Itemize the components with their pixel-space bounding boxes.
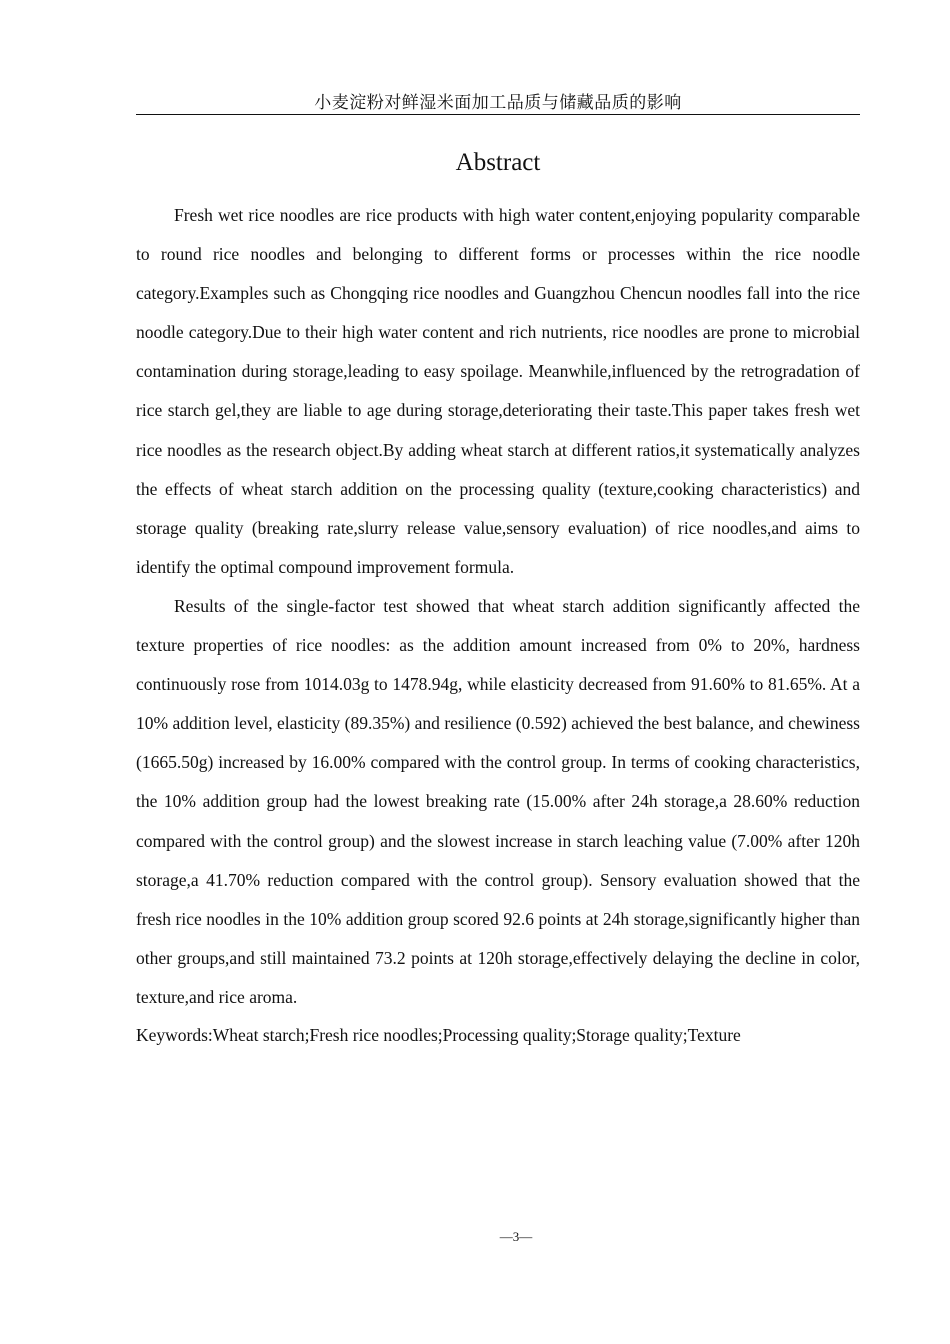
abstract-paragraph-2: Results of the single-factor test showed that wheat starch addition significantly affected the texture properties of rice noodles: as the addition amount increased from 0% to 20%, hardness continuously rose from 1014.03g to 1478.94g, while elasticity decreased from 91.60% to 81.65%. At a 10% addition level, elasticity (89.35%) and resilience (0.592) achieved the best balance, and chewiness (1665.50g) increased by 16.00% compared with the control group. In terms of cooking characteristics, the 10% addition group had the lowest breaking rate (15.00% after 24h storage,a 28.60% reduction compared with the control group) and the slowest increase in starch leaching value (7.00% after 120h storage,a 41.70% reduction compared with the control group). Sensory evaluation showed that the fresh rice noodles in the 10% addition group scored 92.6 points at 24h storage,significantly higher than other groups,and still maintained 73.2 points at 120h storage,effectively delaying the decline in color, texture,and rice aroma.	[136, 595, 860, 1007]
page-number: —3—	[499, 1229, 533, 1244]
abstract-title: Abstract	[455, 149, 541, 176]
abstract-body	[136, 196, 860, 1054]
keywords-line: Keywords:Wheat starch;Fresh rice noodles;Processing quality;Storage quality;Texture	[136, 1024, 741, 1045]
header-rule	[136, 114, 860, 115]
running-header: 小麦淀粉对鲜湿米面加工品质与储藏品质的影响	[314, 93, 682, 113]
abstract-paragraph-1: Fresh wet rice noodles are rice products with high water content,enjoying popularity comparable to round rice noodles and belonging to different forms or processes within the rice noodle category.Examples such as Chongqing rice noodles and Guangzhou Chencun noodles fall into the rice noodle category.Due to their high water content and rich nutrients, rice noodles are prone to microbial contamination during storage,leading to easy spoilage. Meanwhile,influenced by the retrogradation of rice starch gel,they are liable to age during storage,deteriorating their taste.This paper takes fresh wet rice noodles as the research object.By adding wheat starch at different ratios,it systematically analyzes the effects of wheat starch addition on the processing quality (texture,cooking characteristics) and storage quality (breaking rate,slurry release value,sensory evaluation) of rice noodles,and aims to identify the optimal compound improvement formula.	[136, 205, 860, 577]
